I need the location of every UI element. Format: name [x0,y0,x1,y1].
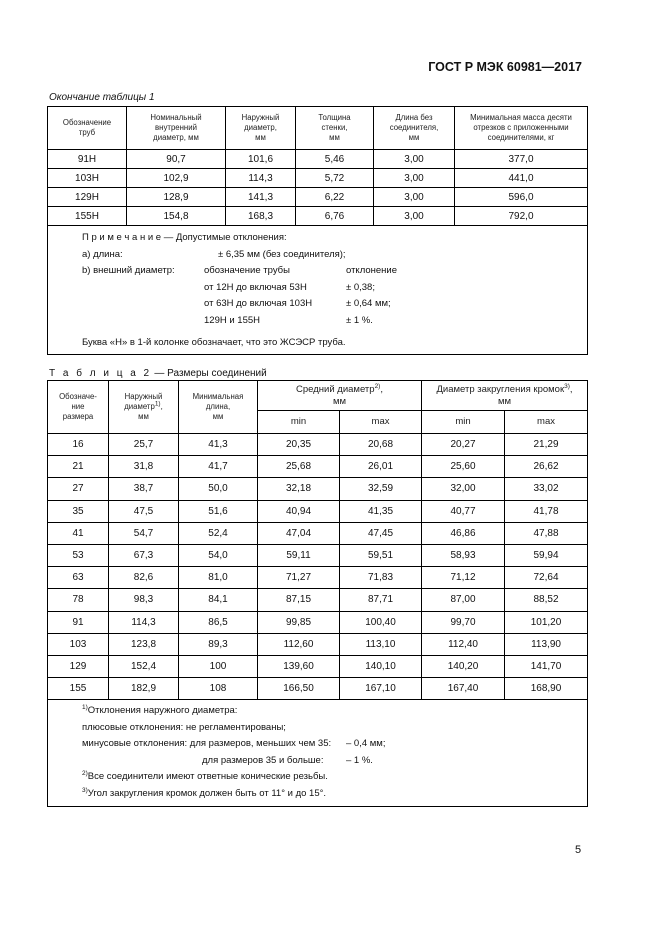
table-cell: 99,85 [258,611,340,633]
mid-unit: мм [332,395,347,407]
table-cell: 71,27 [258,567,340,589]
table-cell: 41 [48,522,109,544]
table1-note [48,226,588,355]
table-cell: 59,51 [340,544,422,566]
table-cell: 31,8 [109,456,179,478]
table-cell: 32,59 [340,478,422,500]
table-cell: 91 [48,611,109,633]
table-cell: 102,9 [127,169,226,188]
table2-footnotes [48,700,588,807]
f1-title: Отклонения наружного диаметра: [87,705,238,717]
round-sup: 3) [564,382,570,390]
table-cell: 54,0 [179,544,258,566]
table-cell: 152,4 [109,655,179,677]
table-cell: 71,12 [422,567,505,589]
mid-max-header: max [340,411,422,434]
table-cell: 32,00 [422,478,505,500]
table-row [48,611,588,633]
mid-label: Средний диаметр [296,383,375,395]
table-cell: 441,0 [455,169,588,188]
table-cell: 52,4 [179,522,258,544]
table-row [48,188,588,207]
table-row [48,456,588,478]
table-cell: 141,3 [226,188,296,207]
table-cell: 792,0 [455,207,588,226]
note-sub-name: от 12H до включая 53H [204,281,307,293]
f2-text: Все соединители имеют ответные конические резьбы. [87,771,328,783]
table2-header-size: Обозначе- ние размера [48,381,109,434]
table-cell: 54,7 [109,522,179,544]
table-cell: 100,40 [340,611,422,633]
table-cell: 51,6 [179,500,258,522]
table-cell: 58,93 [422,544,505,566]
table-cell: 26,01 [340,456,422,478]
table-cell: 129 [48,655,109,677]
table-cell: 41,7 [179,456,258,478]
note-col-head-2: отклонение [346,265,397,276]
table-cell: 139,60 [258,655,340,677]
f2-mark: 2) [82,770,88,778]
table-cell: 103H [48,169,127,188]
table1 [47,106,588,355]
table-cell: 91H [48,150,127,169]
note-b-label: b) внешний диаметр: [82,265,175,276]
table-cell: 25,60 [422,456,505,478]
table-row [48,434,588,456]
table1-header-row [48,107,588,150]
f1-minus-b: для размеров 35 и больше: [202,754,324,766]
note-a-value: ± 6,35 мм (без соединителя); [218,248,346,260]
table-row [48,500,588,522]
table-row [48,169,588,188]
table-cell: 38,7 [109,478,179,500]
table-cell: 6,76 [296,207,374,226]
table-cell: 25,68 [258,456,340,478]
table-row [48,150,588,169]
page-number: 5 [575,844,582,856]
note-last: Буква «H» в 1-й колонке обозначает, что это ЖСЭСР труба. [82,337,346,348]
table-row [48,522,588,544]
table-cell: 114,3 [109,611,179,633]
table-cell: 67,3 [109,544,179,566]
document-header: ГОСТ Р МЭК 60981—2017 [428,60,582,74]
table-cell: 6,22 [296,188,374,207]
round-min-header: min [422,411,505,434]
table-cell: 5,72 [296,169,374,188]
table-row [48,589,588,611]
f1-minus-a-val: – 0,4 мм; [346,738,386,750]
table-cell: 103 [48,633,109,655]
table-cell: 123,8 [109,633,179,655]
table-cell: 21,29 [505,434,588,456]
table2-header-mid: Средний диаметр$^{2)}$, мм [258,381,422,411]
table2-body [48,434,588,700]
table-cell: 129H [48,188,127,207]
table-cell: 596,0 [455,188,588,207]
table-cell: 87,71 [340,589,422,611]
table-row [48,633,588,655]
round-max-header: max [505,411,588,434]
footnote-3 [82,786,327,799]
table-cell: 98,3 [109,589,179,611]
table-cell: 154,8 [127,207,226,226]
table-cell: 128,9 [127,188,226,207]
table-cell: 377,0 [455,150,588,169]
table-cell: 86,5 [179,611,258,633]
table-cell: 82,6 [109,567,179,589]
table-cell: 50,0 [179,478,258,500]
outer-unit: мм [138,412,149,421]
note-title: П р и м е ч а н и е — Допустимые отклонения: [82,232,287,243]
table-cell: 3,00 [374,169,455,188]
f1-minus-a: минусовые отклонения: для размеров, меньших чем 35: [82,738,332,750]
table-cell: 88,52 [505,589,588,611]
note-sub-name: 129H и 155H [204,314,261,326]
table-cell: 167,40 [422,678,505,700]
f1-plus: плюсовые отклонения: не регламентированы; [82,721,286,733]
table-cell: 46,86 [422,522,505,544]
table-cell: 99,70 [422,611,505,633]
table1-header-cell: Минимальная масса десяти отрезков с приложенными соединителями, кг [455,107,588,150]
round-unit: мм [497,395,512,407]
mid-sup: 2) [374,382,381,390]
table-cell: 90,7 [127,150,226,169]
table1-header-cell: Номинальный внутренний диаметр, мм [127,107,226,150]
f3-mark: 3) [82,786,88,794]
table-cell: 101,6 [226,150,296,169]
table2-caption [49,368,267,379]
table-cell: 78 [48,589,109,611]
round-label: Диаметр закругления кромок [436,383,565,395]
table-cell: 47,88 [505,522,588,544]
table-cell: 41,35 [340,500,422,522]
table2 [47,380,588,807]
table-cell: 113,10 [340,633,422,655]
outer-sup: 1) [154,400,161,408]
table-cell: 41,78 [505,500,588,522]
table-cell: 3,00 [374,207,455,226]
table-row [48,655,588,677]
f3-text: Угол закругления кромок должен быть от 11° и до 15°. [87,787,327,799]
table-row [48,544,588,566]
table-cell: 87,00 [422,589,505,611]
table-row [48,567,588,589]
table-cell: 168,90 [505,678,588,700]
table1-header-cell: Толщина стенки, мм [296,107,374,150]
table-cell: 5,46 [296,150,374,169]
table1-header-cell: Длина без соединителя, мм [374,107,455,150]
table-cell: 41,3 [179,434,258,456]
note-col-head-1: обозначение трубы [204,265,290,276]
table-cell: 40,77 [422,500,505,522]
table-cell: 155 [48,678,109,700]
table-row [48,478,588,500]
table-row [48,207,588,226]
note-sub-value: ± 1 %. [346,314,373,326]
table-cell: 140,20 [422,655,505,677]
table-cell: 53 [48,544,109,566]
table-cell: 89,3 [179,633,258,655]
table-cell: 81,0 [179,567,258,589]
table2-header-outer: Наружный диаметр$^{1)}$, мм [109,381,179,434]
table-cell: 167,10 [340,678,422,700]
note-sub-value: ± 0,38; [346,281,375,293]
table-cell: 47,04 [258,522,340,544]
table1-header-cell: Обозначение труб [48,107,127,150]
table1-caption: Окончание таблицы 1 [49,92,155,103]
table-cell: 3,00 [374,150,455,169]
table-cell: 166,50 [258,678,340,700]
table-row [48,678,588,700]
table-cell: 101,20 [505,611,588,633]
f1-mark: 1) [82,704,88,712]
note-a-label: a) длина: [82,248,123,260]
table-cell: 168,3 [226,207,296,226]
mid-min-header: min [258,411,340,434]
table1-body [48,150,588,226]
table-cell: 40,94 [258,500,340,522]
table-cell: 25,7 [109,434,179,456]
table-cell: 72,64 [505,567,588,589]
table2-caption-label: Т а б л и ц а 2 [49,368,152,379]
table-cell: 155H [48,207,127,226]
table2-header-minlen: Минимальная длина, мм [179,381,258,434]
table-cell: 26,62 [505,456,588,478]
table-cell: 20,35 [258,434,340,456]
note-sub-value: ± 0,64 мм; [346,298,391,309]
table-cell: 47,5 [109,500,179,522]
table-cell: 112,40 [422,633,505,655]
table-cell: 182,9 [109,678,179,700]
table-cell: 63 [48,567,109,589]
table-cell: 32,18 [258,478,340,500]
table-cell: 84,1 [179,589,258,611]
table-cell: 47,45 [340,522,422,544]
footnote-2 [82,770,328,783]
table-cell: 114,3 [226,169,296,188]
table-cell: 112,60 [258,633,340,655]
outer-label: Наружный диаметр [124,392,163,411]
table-cell: 108 [179,678,258,700]
table-cell: 59,94 [505,544,588,566]
f1-minus-b-val: – 1 %. [346,754,373,766]
table2-header-round: Диаметр закругления кромок$^{3)}$, мм [422,381,588,411]
table2-caption-text: — Размеры соединений [151,368,267,379]
table-cell: 3,00 [374,188,455,207]
table-cell: 33,02 [505,478,588,500]
table-cell: 16 [48,434,109,456]
table-cell: 27 [48,478,109,500]
table-cell: 100 [179,655,258,677]
table-cell: 140,10 [340,655,422,677]
footnote-1 [82,704,238,717]
table-cell: 71,83 [340,567,422,589]
table-cell: 141,70 [505,655,588,677]
table-cell: 20,68 [340,434,422,456]
table-cell: 20,27 [422,434,505,456]
table-cell: 113,90 [505,633,588,655]
table-cell: 21 [48,456,109,478]
table-cell: 87,15 [258,589,340,611]
table-cell: 35 [48,500,109,522]
table1-header-cell: Наружный диаметр, мм [226,107,296,150]
table-cell: 59,11 [258,544,340,566]
note-sub-name: от 63H до включая 103H [204,298,313,309]
